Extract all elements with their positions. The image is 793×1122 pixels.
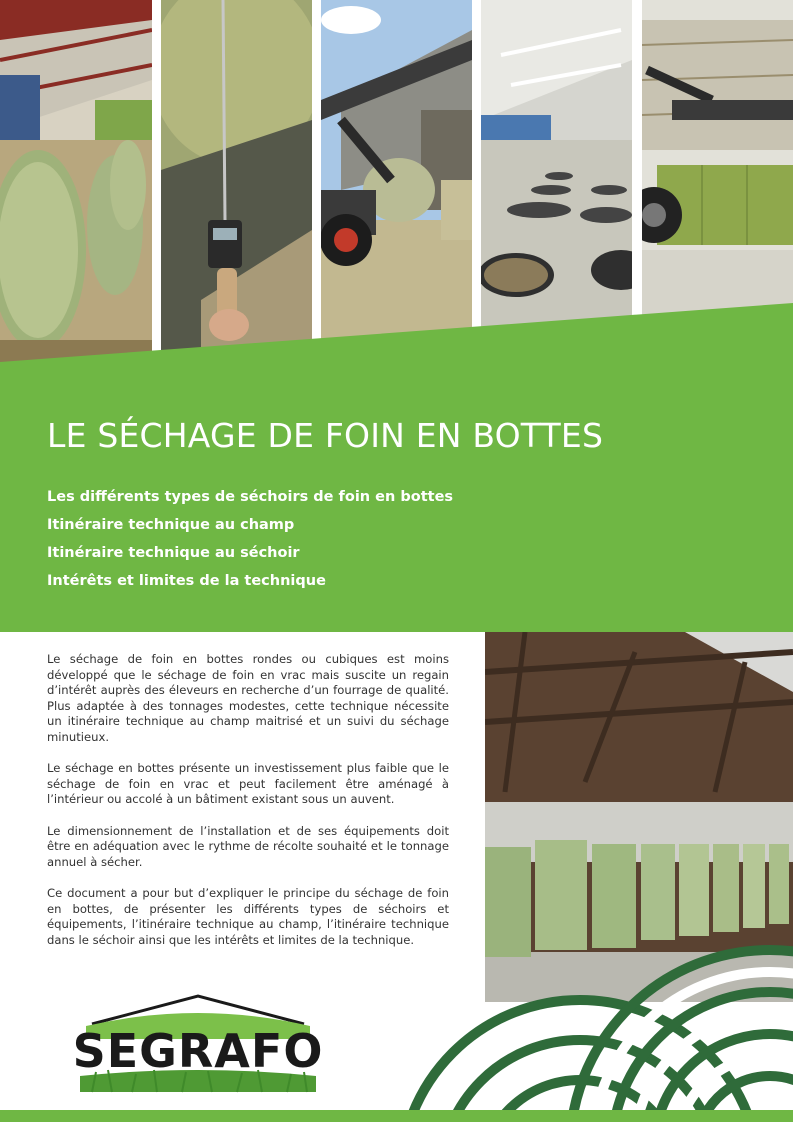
table-of-contents [47,487,453,599]
decorative-arcs [380,930,793,1122]
paragraph: Le séchage de foin en bottes rondes ou cubiques est moins développé que le séchage de foin en vrac mais suscite un regain d’intérêt auprès des éleveurs en recherche d’un fourrage de qualité. Plus adaptée à des tonnages modestes, cette technique nécessite un itinéraire technique au champ maitrisé et un suivi du séchage minutieux. [47,652,449,744]
toc-item: Itinéraire technique au champ [47,517,295,533]
toc-item: Itinéraire technique au séchoir [47,545,300,561]
footer-bar [0,1110,793,1122]
body-text [47,652,449,964]
document-title: LE SÉCHAGE DE FOIN EN BOTTES [47,416,604,455]
toc-item: Intérêts et limites de la technique [47,573,326,589]
paragraph: Le séchage en bottes présente un investissement plus faible que le séchage de foin en vrac et peut facilement être aménagé à l’intérieur ou accolé à un bâtiment existant sous un auvent. [47,761,449,807]
paragraph: Ce document a pour but d’expliquer le principe du séchage de foin en bottes, de présenter les différents types de séchoirs et équipements, l’itinéraire technique au champ, l’itinéraire technique dans le séchoir ainsi que les intérêts et limites de la technique. [47,885,449,947]
toc-item: Les différents types de séchoirs de foin en bottes [47,489,454,505]
segrafo-logo [72,994,324,1096]
logo-text: SEGRAFO [72,1024,324,1078]
paragraph: Le dimensionnement de l’installation et de ses équipements doit être en adéquation avec le rythme de récolte souhaité et le tonnage annuel à sécher. [47,823,449,869]
